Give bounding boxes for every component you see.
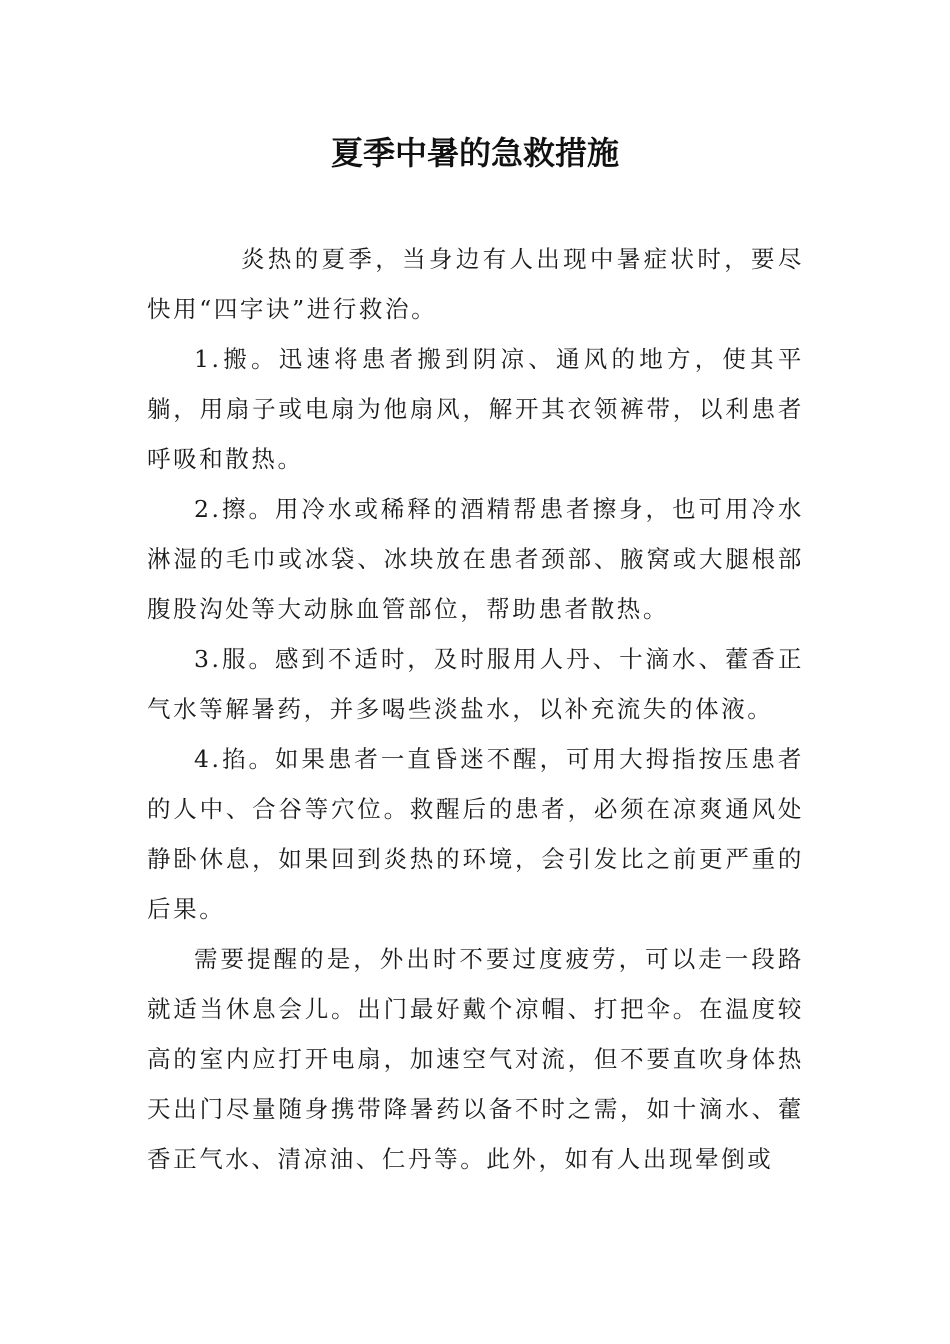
paragraph-step-3: 3.服。感到不适时，及时服用人丹、十滴水、藿香正气水等解暑药，并多喝些淡盐水，以补充流失的体液。 xyxy=(147,645,804,723)
document-title: 夏季中暑的急救措施 xyxy=(330,134,619,172)
paragraph-intro: 炎热的夏季，当身边有人出现中暑症状时，要尽快用“四字诀”进行救治。 xyxy=(147,245,804,323)
document-body xyxy=(147,234,804,1184)
paragraph-step-1: 1.搬。迅速将患者搬到阴凉、通风的地方，使其平躺，用扇子或电扇为他扇风，解开其衣领裤带，以利患者呼吸和散热。 xyxy=(147,345,804,473)
paragraph-step-2: 2.擦。用冷水或稀释的酒精帮患者擦身，也可用冷水淋湿的毛巾或冰袋、冰块放在患者颈部、腋窝或大腿根部腹股沟处等大动脉血管部位，帮助患者散热。 xyxy=(147,495,804,623)
paragraph-reminder: 需要提醒的是，外出时不要过度疲劳，可以走一段路就适当休息会儿。出门最好戴个凉帽、打把伞。在温度较高的室内应打开电扇，加速空气对流，但不要直吹身体热天出门尽量随身携带降暑药以备不时之需，如十滴水、藿香正气水、清凉油、仁丹等。此外，如有人出现晕倒或 xyxy=(147,945,804,1173)
paragraph-step-4: 4.掐。如果患者一直昏迷不醒，可用大拇指按压患者的人中、合谷等穴位。救醒后的患者，必须在凉爽通风处静卧休息，如果回到炎热的环境，会引发比之前更严重的后果。 xyxy=(147,745,804,923)
